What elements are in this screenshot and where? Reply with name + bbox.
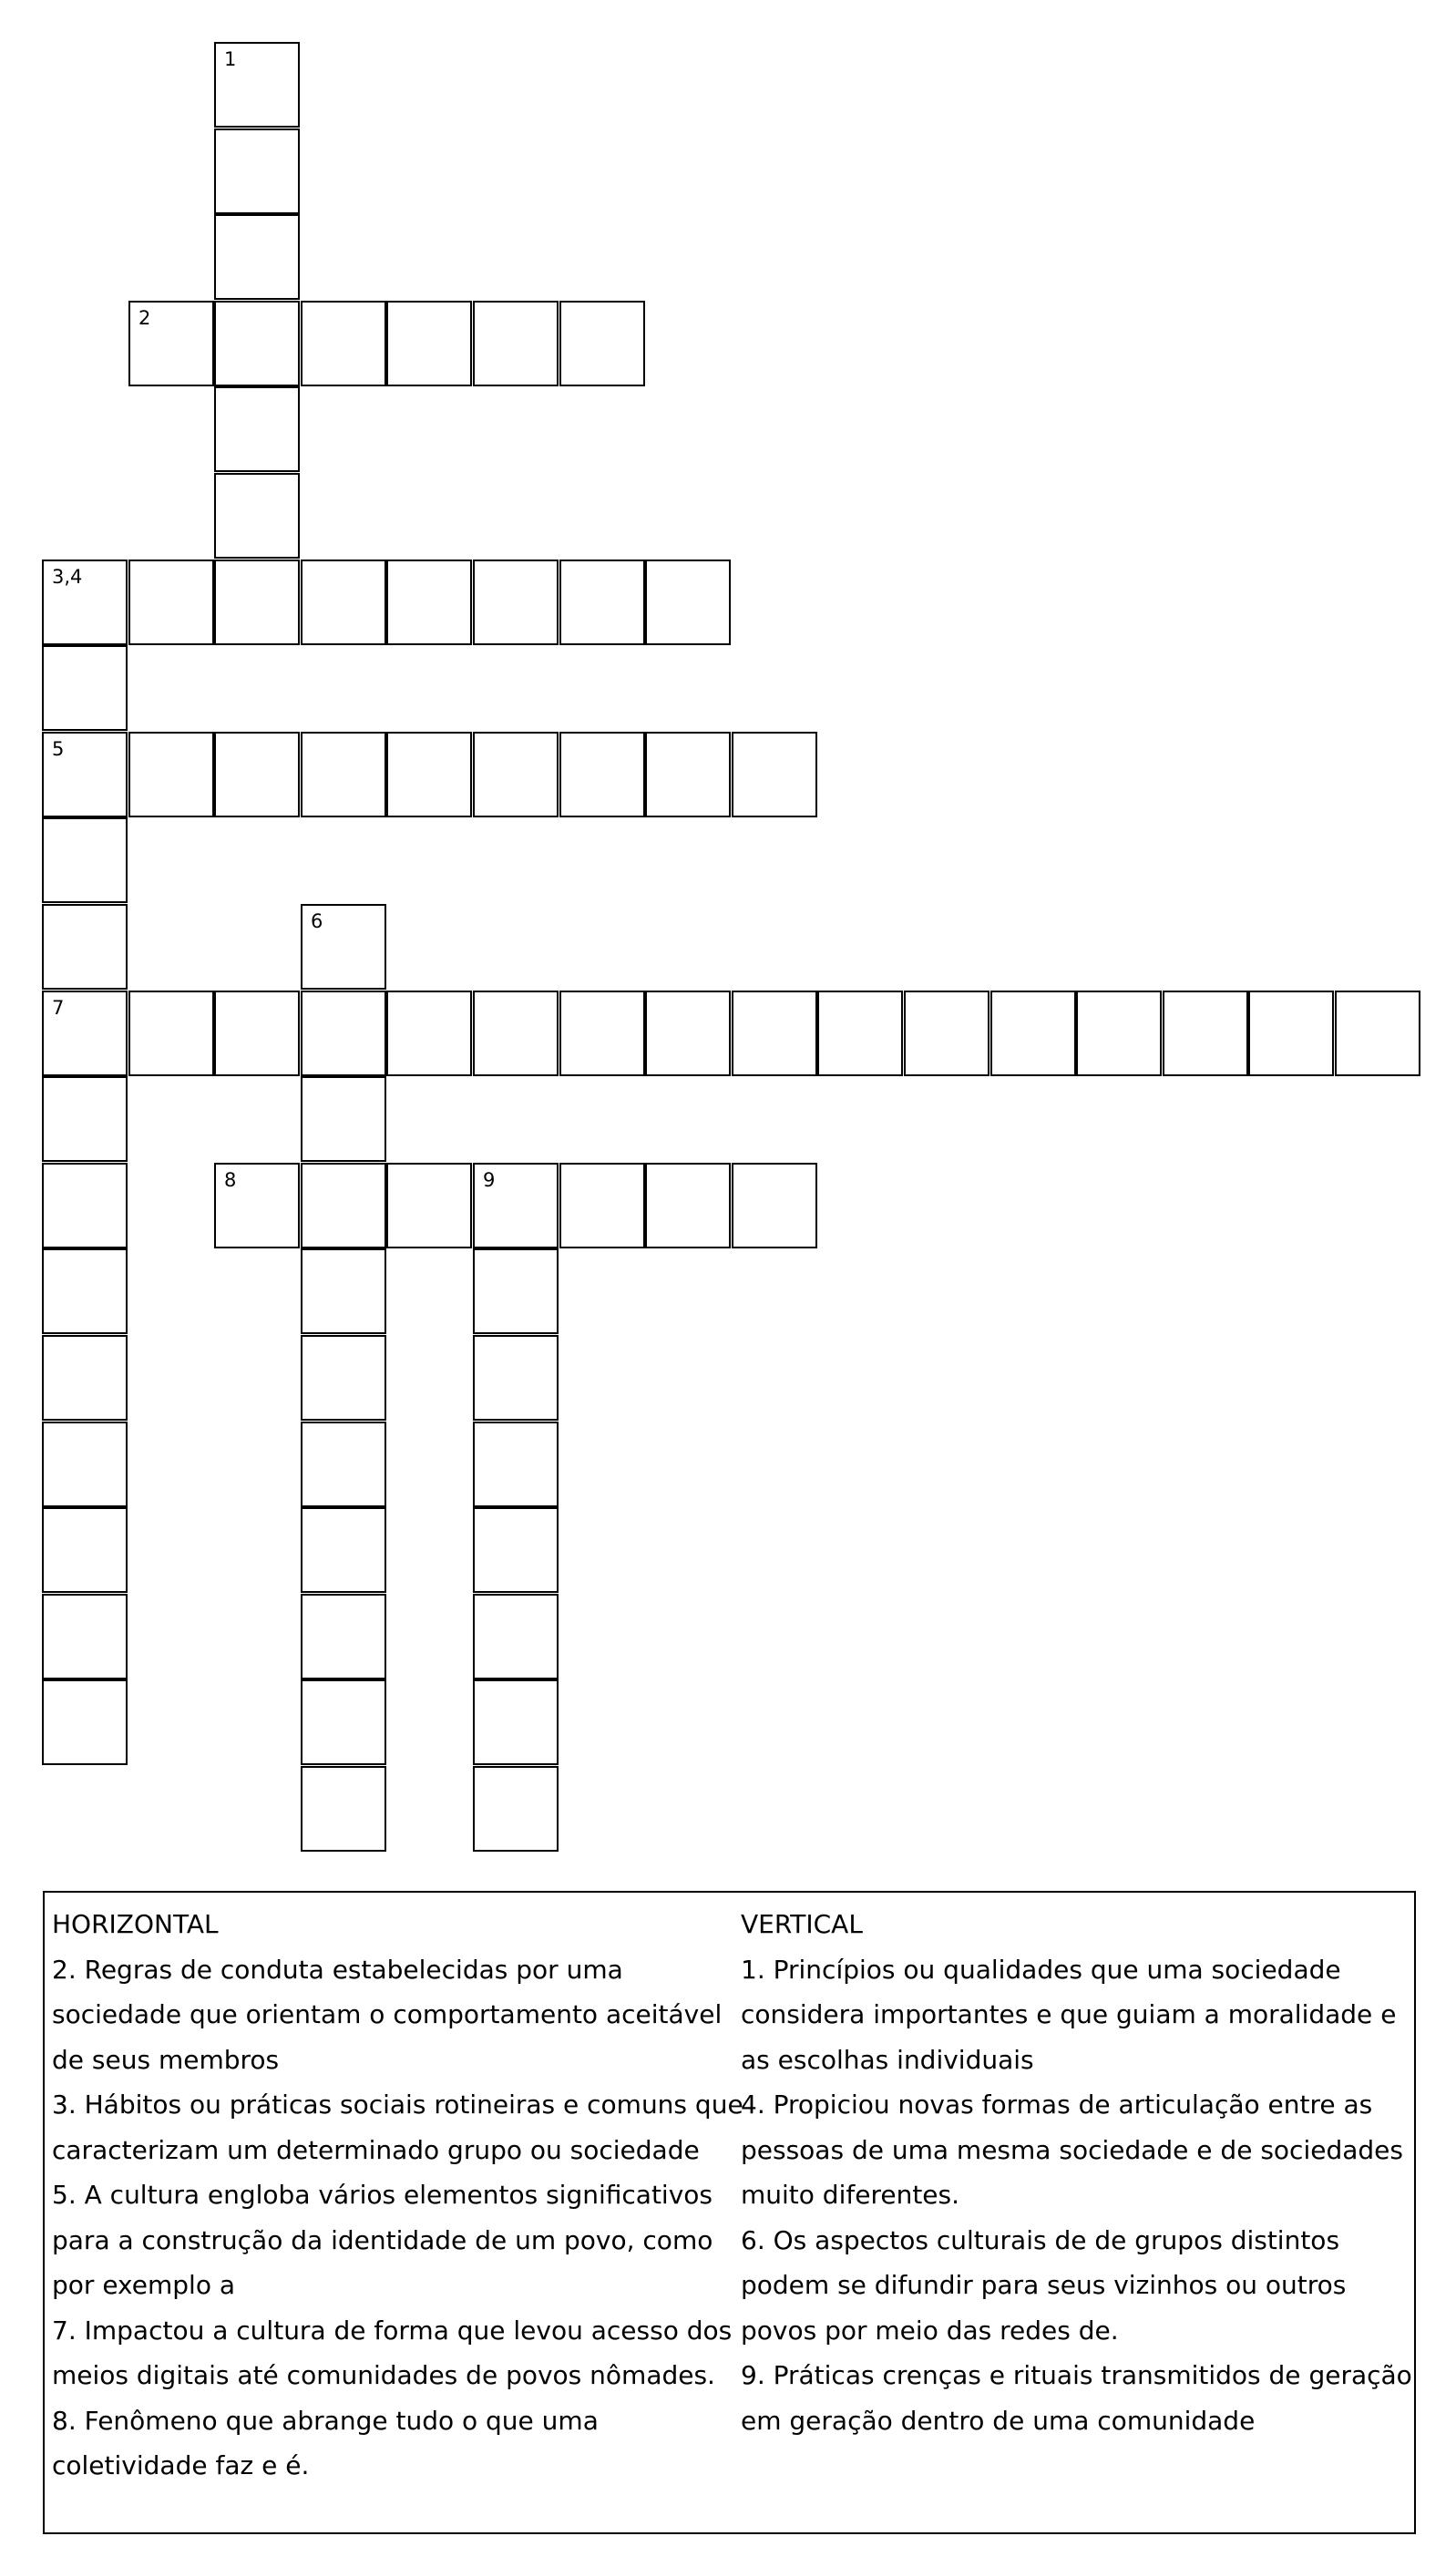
- grid-cell[interactable]: [301, 1766, 386, 1852]
- grid-cell[interactable]: [645, 1163, 731, 1248]
- grid-cell[interactable]: [214, 991, 300, 1076]
- grid-cell[interactable]: [1076, 991, 1162, 1076]
- grid-cell[interactable]: [42, 560, 128, 645]
- clue-number: 5: [52, 738, 65, 760]
- grid-cell[interactable]: [473, 1594, 559, 1679]
- grid-cell[interactable]: [386, 1163, 472, 1248]
- grid-cell[interactable]: [42, 817, 128, 903]
- grid-cell[interactable]: [1248, 991, 1334, 1076]
- grid-cell[interactable]: [301, 1507, 386, 1593]
- grid-cell[interactable]: [214, 1163, 300, 1248]
- grid-cell[interactable]: [128, 991, 214, 1076]
- grid-cell[interactable]: [473, 1766, 559, 1852]
- grid-cell[interactable]: [42, 645, 128, 731]
- grid-cell[interactable]: [559, 991, 645, 1076]
- grid-cell[interactable]: [301, 301, 386, 386]
- grid-cell[interactable]: [301, 1248, 386, 1334]
- clue-horizontal-2: 2. Regras de conduta estabelecidas por uma sociedade que orientam o comportamento aceitável de seus membros: [52, 1954, 723, 2075]
- grid-cell[interactable]: [732, 991, 817, 1076]
- grid-cell[interactable]: [732, 1163, 817, 1248]
- clue-horizontal-5: 5. A cultura engloba vários elementos significativos para a construção da identidade de um povo, como por exemplo a: [52, 2180, 713, 2300]
- grid-cell[interactable]: [214, 732, 300, 817]
- grid-cell[interactable]: [214, 560, 300, 645]
- grid-cell[interactable]: [42, 1163, 128, 1248]
- grid-cell[interactable]: [473, 1335, 559, 1421]
- grid-cell[interactable]: [214, 128, 300, 214]
- grid-cell[interactable]: [386, 560, 472, 645]
- grid-cell[interactable]: [301, 904, 386, 990]
- grid-cell[interactable]: [42, 1507, 128, 1593]
- grid-cell[interactable]: [817, 991, 903, 1076]
- grid-cell[interactable]: [1335, 991, 1420, 1076]
- grid-cell[interactable]: [301, 1594, 386, 1679]
- grid-cell[interactable]: [42, 904, 128, 990]
- grid-cell[interactable]: [559, 1163, 645, 1248]
- grid-cell[interactable]: [42, 1594, 128, 1679]
- clue-number: 8: [224, 1169, 237, 1191]
- grid-cell[interactable]: [214, 386, 300, 472]
- grid-cell[interactable]: [990, 991, 1076, 1076]
- clue-number: 9: [483, 1169, 496, 1191]
- grid-cell[interactable]: [42, 1076, 128, 1162]
- grid-cell[interactable]: [42, 1248, 128, 1334]
- clues-box: [43, 1891, 1416, 2534]
- grid-cell[interactable]: [301, 991, 386, 1076]
- grid-cell[interactable]: [301, 1076, 386, 1162]
- grid-cell[interactable]: [645, 991, 731, 1076]
- grid-cell[interactable]: [473, 1507, 559, 1593]
- grid-cell[interactable]: [559, 732, 645, 817]
- grid-cell[interactable]: [301, 732, 386, 817]
- clue-vertical-4: 4. Propiciou novas formas de articulação entre as pessoas de uma mesma sociedade e de sociedades muito diferentes.: [741, 2090, 1403, 2210]
- grid-cell[interactable]: [214, 214, 300, 300]
- grid-cell[interactable]: [42, 732, 128, 817]
- clue-horizontal-7: 7. Impactou a cultura de forma que levou acesso dos meios digitais até comunidades de povos nômades.: [52, 2315, 733, 2390]
- grid-cell[interactable]: [473, 1422, 559, 1507]
- grid-cell[interactable]: [386, 301, 472, 386]
- clue-number: 2: [138, 307, 151, 329]
- grid-cell[interactable]: [42, 1335, 128, 1421]
- grid-cell[interactable]: [301, 560, 386, 645]
- grid-cell[interactable]: [301, 1335, 386, 1421]
- grid-cell[interactable]: [559, 560, 645, 645]
- grid-cell[interactable]: [473, 1163, 559, 1248]
- clue-vertical-1: 1. Princípios ou qualidades que uma sociedade considera importantes e que guiam a moralidade e as escolhas individuais: [741, 1954, 1397, 2075]
- grid-cell[interactable]: [559, 301, 645, 386]
- grid-cell[interactable]: [301, 1422, 386, 1507]
- grid-cell[interactable]: [645, 732, 731, 817]
- grid-cell[interactable]: [128, 301, 214, 386]
- grid-cell[interactable]: [214, 473, 300, 559]
- grid-cell[interactable]: [473, 1248, 559, 1334]
- grid-cell[interactable]: [42, 1422, 128, 1507]
- clue-number: 7: [52, 997, 65, 1019]
- clue-vertical-6: 6. Os aspectos culturais de de grupos distintos podem se difundir para seus vizinhos ou outros povos por meio das redes de.: [741, 2224, 1347, 2346]
- clue-horizontal-8: 8. Fenômeno que abrange tudo o que uma coletividade faz e é.: [52, 2405, 599, 2480]
- grid-cell[interactable]: [473, 1679, 559, 1765]
- clue-number: 6: [311, 910, 323, 932]
- clue-number: 1: [224, 48, 237, 70]
- horizontal-clues: [52, 1902, 744, 2489]
- grid-cell[interactable]: [214, 301, 300, 386]
- grid-cell[interactable]: [386, 991, 472, 1076]
- grid-cell[interactable]: [42, 991, 128, 1076]
- clue-number: 3,4: [52, 566, 83, 588]
- grid-cell[interactable]: [301, 1163, 386, 1248]
- grid-cell[interactable]: [301, 1679, 386, 1765]
- grid-cell[interactable]: [473, 732, 559, 817]
- grid-cell[interactable]: [1163, 991, 1248, 1076]
- clue-vertical-9: 9. Práticas crenças e rituais transmitidos de geração em geração dentro de uma comunidade: [741, 2360, 1412, 2436]
- grid-cell[interactable]: [645, 560, 731, 645]
- horizontal-heading: HORIZONTAL: [52, 1909, 219, 1939]
- grid-cell[interactable]: [473, 560, 559, 645]
- vertical-heading: VERTICAL: [741, 1909, 863, 1939]
- grid-cell[interactable]: [128, 560, 214, 645]
- grid-cell[interactable]: [732, 732, 817, 817]
- grid-cell[interactable]: [473, 301, 559, 386]
- grid-cell[interactable]: [904, 991, 989, 1076]
- grid-cell[interactable]: [473, 991, 559, 1076]
- grid-cell[interactable]: [42, 1679, 128, 1765]
- grid-cell[interactable]: [128, 732, 214, 817]
- grid-cell[interactable]: [386, 732, 472, 817]
- clue-horizontal-3: 3. Hábitos ou práticas sociais rotineiras e comuns que caracterizam um determinado grupo ou sociedade: [52, 2090, 743, 2165]
- vertical-clues: [741, 1902, 1415, 2443]
- grid-cell[interactable]: [214, 42, 300, 128]
